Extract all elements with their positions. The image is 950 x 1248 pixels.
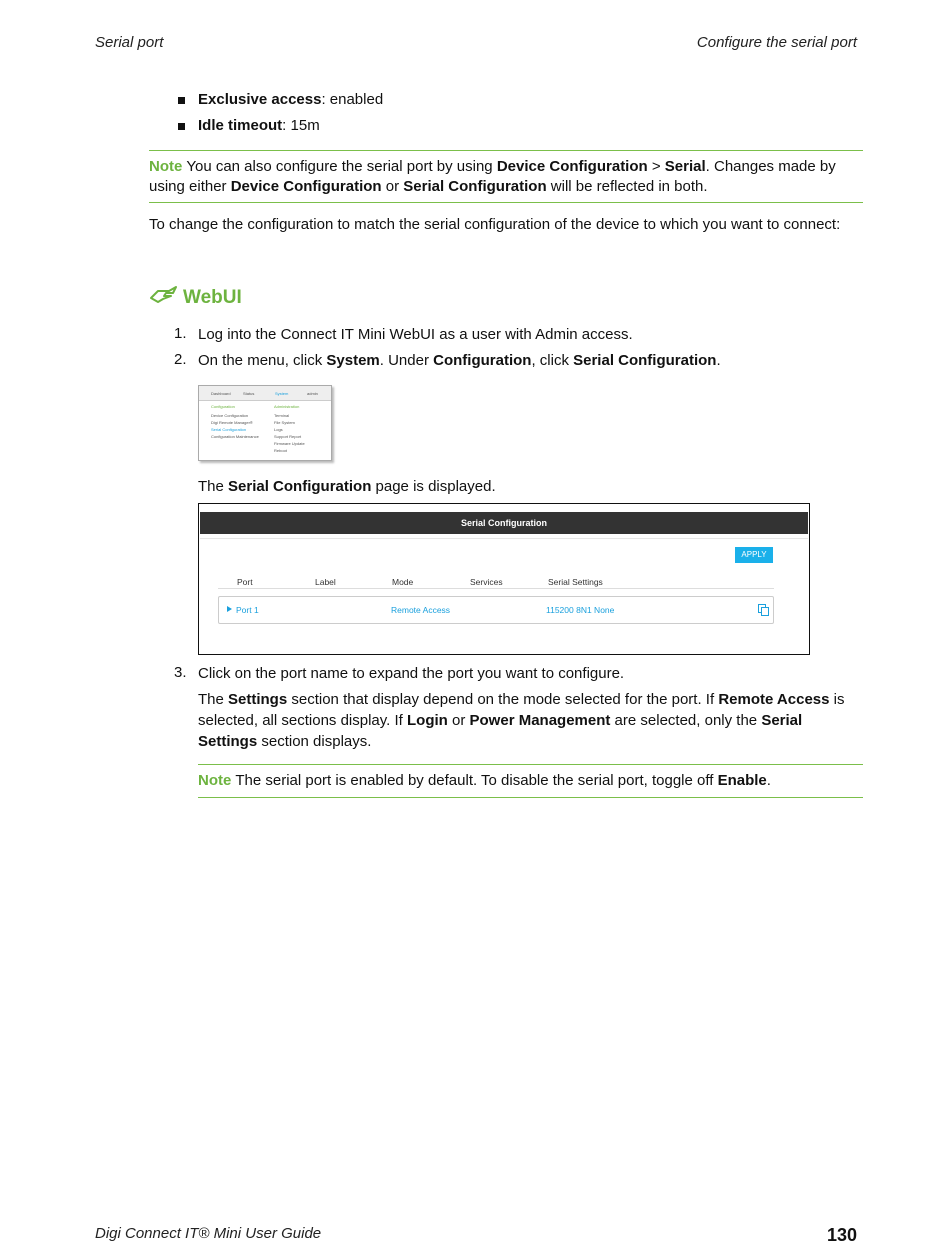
menu-item: Terminal — [274, 413, 290, 418]
apply-button[interactable]: APPLY — [735, 547, 773, 563]
step-1-text: Log into the Connect IT Mini WebUI as a user with Admin access. — [198, 326, 633, 343]
menu-item: File System — [274, 420, 295, 425]
menu-item: Device Configuration — [211, 413, 249, 418]
note-text: . — [766, 772, 771, 789]
copy-icon[interactable] — [758, 604, 766, 613]
note-bottom-rule — [149, 202, 863, 203]
menu-item: Firmware Update — [274, 441, 305, 446]
serial-configuration-screenshot — [198, 503, 810, 655]
step-text: . Under — [379, 352, 434, 369]
text: or — [447, 712, 470, 729]
step-text: On the menu, click — [198, 352, 327, 369]
text: section that display depend on the mode selected for the port. If — [287, 691, 719, 708]
menu-item: Support Report — [274, 434, 302, 439]
step-bold: System — [326, 352, 380, 369]
bullet-label: Idle timeout — [198, 117, 283, 134]
webui-heading: WebUI — [183, 287, 242, 308]
header-divider — [218, 588, 774, 589]
menu-item: Reboot — [274, 448, 287, 453]
note-bold: Device Configuration — [496, 158, 648, 175]
menu-item: Configuration Maintenance — [211, 434, 259, 439]
note-bold: Serial — [664, 158, 706, 175]
text: section displays. — [257, 733, 372, 750]
bold-text: Settings — [228, 691, 288, 708]
divider — [200, 538, 808, 539]
step-number: 2. — [174, 351, 187, 368]
text: page is displayed. — [371, 478, 496, 495]
bold-text: Remote Access — [718, 691, 830, 708]
menu-tab-dashboard: Dashboard — [211, 391, 231, 396]
step-bold: Configuration — [433, 352, 532, 369]
text: The — [198, 478, 229, 495]
menu-item: Logs — [274, 427, 283, 432]
note-text: or — [381, 178, 404, 195]
note-label: Note — [149, 158, 183, 175]
bold-text: Login — [407, 712, 448, 729]
note-top-rule — [198, 764, 863, 765]
menu-col2-header: Administration — [274, 404, 300, 409]
port-serial-settings: 115200 8N1 None — [546, 605, 615, 615]
menu-tab-status: Status — [243, 391, 255, 396]
step-3-text: Click on the port name to expand the port you want to configure. — [198, 665, 625, 682]
note-text: The serial port is enabled by default. To disable the serial port, toggle off — [235, 772, 718, 789]
footer-guide-title: Digi Connect IT® Mini User Guide — [95, 1225, 322, 1242]
text: The — [198, 691, 229, 708]
bold-text: Power Management — [469, 712, 611, 729]
text: are selected, only the — [610, 712, 762, 729]
menu-tab-system: System — [275, 391, 289, 396]
header-section-title: Serial port — [95, 34, 164, 51]
column-header-serial-settings: Serial Settings — [548, 577, 603, 587]
page-number: 130 — [826, 1225, 857, 1245]
serial-configuration-title: Serial Configuration — [200, 512, 808, 534]
step-text: , click — [531, 352, 574, 369]
note-label: Note — [198, 772, 232, 789]
note-text: . Changes made by using either — [149, 158, 836, 195]
step-bold: Serial Configuration — [573, 352, 717, 369]
intro-paragraph: To change the configuration to match the serial configuration of the device to which you want to connect: — [149, 216, 841, 233]
note-bold: Device Configuration — [230, 178, 382, 195]
header-topic-title: Configure the serial port — [696, 34, 857, 51]
note-bold: Enable — [717, 772, 767, 789]
displayed-sentence — [198, 476, 496, 497]
bold-text: Serial Settings — [198, 712, 803, 750]
table-row-port-1[interactable] — [218, 596, 774, 624]
step-text: . — [716, 352, 721, 369]
system-menu-screenshot — [198, 385, 332, 461]
port-mode: Remote Access — [391, 605, 451, 615]
note-text: You can also configure the serial port by using — [186, 158, 497, 175]
text: is selected, all sections display. If — [198, 691, 845, 729]
webui-hand-icon — [149, 284, 179, 306]
note-top-rule — [149, 150, 863, 151]
note-bottom-rule — [198, 797, 863, 798]
port-name-link[interactable]: Port 1 — [236, 605, 259, 615]
menu-item-serial-configuration: Serial Configuration — [211, 427, 247, 432]
bullet-value: : 15m — [282, 117, 320, 134]
step-2-text — [198, 350, 721, 371]
note-bold: Serial Configuration — [403, 178, 547, 195]
column-header-port: Port — [237, 577, 253, 587]
expand-triangle-icon[interactable] — [227, 606, 232, 612]
menu-item: Digi Remote Manager® — [211, 420, 253, 425]
note-text: will be reflected in both. — [546, 178, 708, 195]
column-header-label: Label — [315, 577, 336, 587]
bullet-value: : enabled — [321, 91, 384, 108]
bullet-label: Exclusive access — [198, 91, 322, 108]
column-header-mode: Mode — [392, 577, 414, 587]
step-number: 3. — [174, 664, 187, 681]
note-device-configuration — [149, 157, 863, 197]
bold-text: Serial Configuration — [228, 478, 372, 495]
settings-paragraph — [198, 689, 862, 752]
column-header-services: Services — [470, 577, 503, 587]
menu-tab-admin: admin — [307, 391, 318, 396]
menu-col1-header: Configuration — [211, 404, 235, 409]
note-serial-enabled — [198, 771, 863, 791]
note-text: > — [647, 158, 665, 175]
step-number: 1. — [174, 325, 187, 342]
